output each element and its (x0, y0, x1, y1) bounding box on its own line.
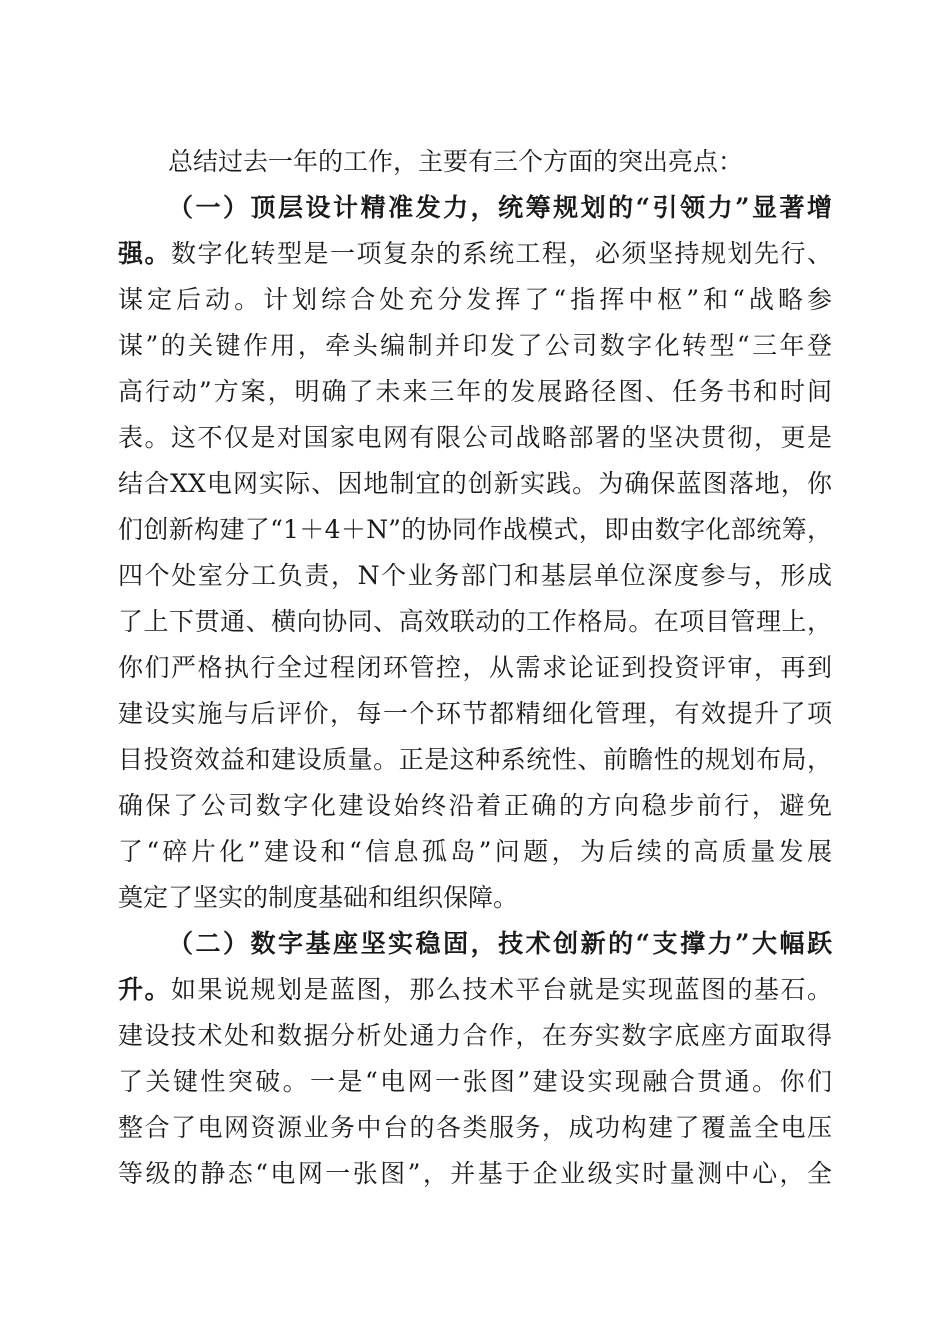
section1-line: 建设实施与后评价，每一个环节都精细化管理，有效提升了项 (118, 699, 832, 728)
section1-line: 了上下贯通、横向协同、高效联动的工作格局。在项目管理上， (118, 607, 832, 636)
section2-line: 建设技术处和数据分析处通力合作，在夯实数字底座方面取得 (118, 1021, 832, 1050)
section1-line: 高行动”方案，明确了未来三年的发展路径图、任务书和时间 (118, 377, 832, 406)
section2-heading: （二）数字基座坚实稳固，技术创新的“支撑力”大幅跃 (168, 929, 832, 958)
section1-heading: （一）顶层设计精准发力，统筹规划的“引领力”显著增 (168, 193, 832, 222)
section2-line-text: 如果说规划是蓝图，那么技术平台就是实现蓝图的基石。 (171, 975, 832, 1004)
section2-line: 等级的静态“电网一张图”，并基于企业级实时量测中心，全 (118, 1159, 832, 1188)
intro-paragraph: 总结过去一年的工作，主要有三个方面的突出亮点： (168, 147, 744, 176)
section1-line: 谋定后动。计划综合处充分发挥了“指挥中枢”和“战略参 (118, 285, 832, 314)
section1-line: 四个处室分工负责，N个业务部门和基层单位深度参与，形成 (118, 561, 832, 590)
section2-line: 了关键性突破。一是“电网一张图”建设实现融合贯通。你们 (118, 1067, 832, 1096)
section1-heading-end: 强。 (118, 239, 171, 268)
section2-heading-end: 升。 (118, 975, 171, 1004)
section2-line (118, 970, 832, 1010)
section1-line: 奠定了坚实的制度基础和组织保障。 (118, 883, 519, 912)
section1-line (118, 234, 832, 274)
section1-line: 结合XX电网实际、因地制宜的创新实践。为确保蓝图落地，你 (118, 469, 832, 498)
section1-line: 目投资效益和建设质量。正是这种系统性、前瞻性的规划布局， (118, 745, 832, 774)
section1-line: 谋”的关键作用，牵头编制并印发了公司数字化转型“三年登 (118, 331, 832, 360)
section1-line: 你们严格执行全过程闭环管控，从需求论证到投资评审，再到 (118, 653, 832, 682)
section1-line-text: 数字化转型是一项复杂的系统工程，必须坚持规划先行、 (171, 239, 832, 268)
section1-line: 确保了公司数字化建设始终沿着正确的方向稳步前行，避免 (118, 791, 832, 820)
section1-line: 表。这不仅是对国家电网有限公司战略部署的坚决贯彻，更是 (118, 423, 832, 452)
section1-line: 们创新构建了“1＋4＋N”的协同作战模式，即由数字化部统筹， (118, 515, 832, 544)
section2-line: 整合了电网资源业务中台的各类服务，成功构建了覆盖全电压 (118, 1113, 832, 1142)
section1-line: 了“碎片化”建设和“信息孤岛”问题，为后续的高质量发展 (118, 837, 832, 866)
